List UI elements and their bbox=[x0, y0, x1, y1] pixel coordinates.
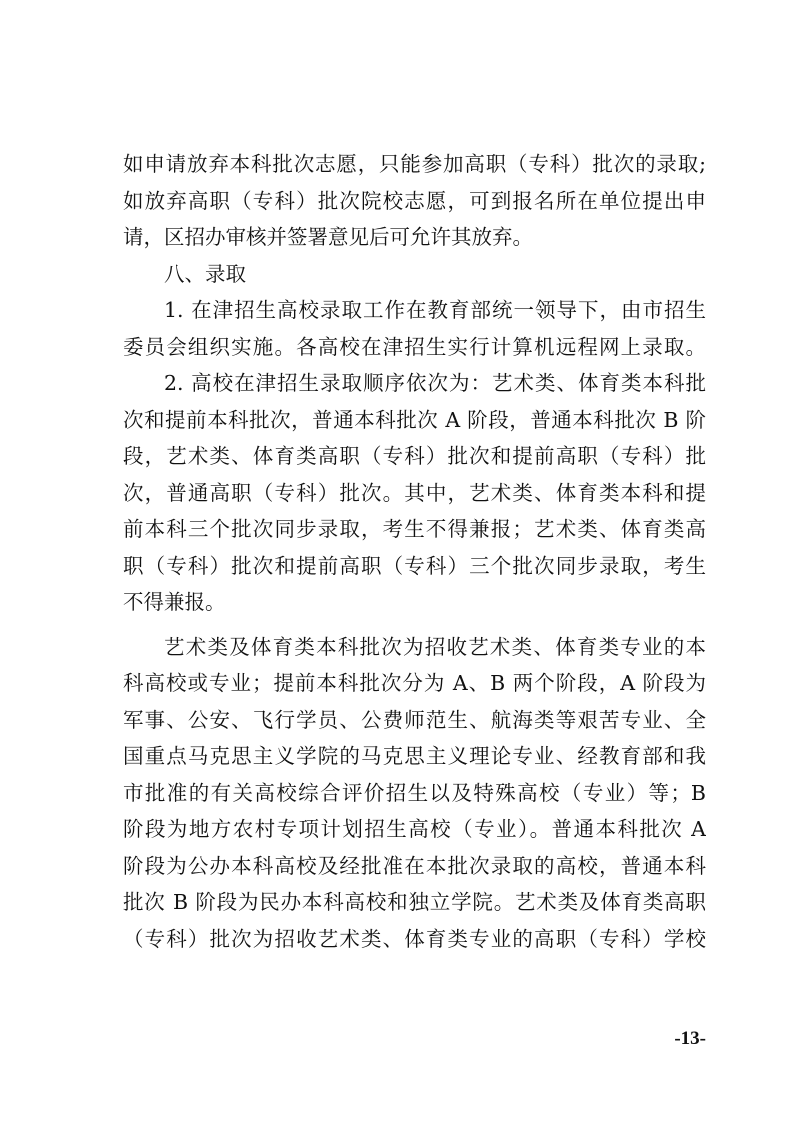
text-line: 请，区招办审核并签署意见后可允许其放弃。 bbox=[123, 225, 533, 249]
page-number: -13- bbox=[674, 1028, 706, 1049]
text-line: 委员会组织实施。各高校在津招生实行计算机远程网上录取。 bbox=[123, 334, 706, 359]
text-line: 如放弃高职（专科）批次院校志愿，可到报名所在单位提出申 bbox=[123, 188, 706, 213]
text-line: 阶段为公办本科高校及经批准在本批次录取的高校，普通本科 bbox=[123, 853, 706, 878]
document-body bbox=[123, 146, 706, 957]
paragraph-spacer bbox=[123, 621, 706, 629]
text-line: 科高校或专业；提前本科批次分为 A、B 两个阶段，A 阶段为 bbox=[123, 671, 706, 695]
text-line: 职（专科）批次和提前高职（专科）三个批次同步录取，考生 bbox=[123, 553, 706, 578]
text-line: 市批准的有关高校综合评价招生以及特殊高校（专业）等；B bbox=[123, 780, 706, 805]
text-line: 次，普通高职（专科）批次。其中，艺术类、体育类本科和提 bbox=[123, 480, 706, 505]
text-line: 2. 高校在津招生录取顺序依次为：艺术类、体育类本科批 bbox=[164, 371, 706, 395]
text-line: 阶段为地方农村专项计划招生高校（专业）。普通本科批次 A bbox=[123, 817, 706, 841]
paragraph-continued bbox=[123, 146, 706, 256]
text-line: 国重点马克思主义学院的马克思主义理论专业、经教育部和我 bbox=[123, 744, 706, 768]
text-line: 如申请放弃本科批次志愿，只能参加高职（专科）批次的录取; bbox=[123, 152, 706, 176]
text-line: 前本科三个批次同步录取，考生不得兼报；艺术类、体育类高 bbox=[123, 517, 706, 541]
text-line: 1. 在津招生高校录取工作在教育部统一领导下，由市招生 bbox=[164, 298, 706, 322]
paragraph-batches bbox=[123, 629, 706, 958]
text-line: 段，艺术类、体育类高职（专科）批次和提前高职（专科）批 bbox=[123, 444, 706, 468]
text-line: （专科）批次为招收艺术类、体育类专业的高职（专科）学校 bbox=[123, 926, 706, 951]
paragraph-item-1 bbox=[123, 292, 706, 365]
text-line: 军事、公安、飞行学员、公费师范生、航海类等艰苦专业、全 bbox=[123, 707, 706, 732]
text-line: 次和提前本科批次，普通本科批次 A 阶段，普通本科批次 B 阶 bbox=[123, 407, 706, 432]
paragraph-item-2 bbox=[123, 365, 706, 621]
section-heading: 八、录取 bbox=[164, 261, 246, 286]
text-line: 批次 B 阶段为民办本科高校和独立学院。艺术类及体育类高职 bbox=[123, 890, 706, 914]
text-line: 不得兼报。 bbox=[123, 590, 226, 614]
text-line: 艺术类及体育类本科批次为招收艺术类、体育类专业的本 bbox=[164, 634, 706, 659]
